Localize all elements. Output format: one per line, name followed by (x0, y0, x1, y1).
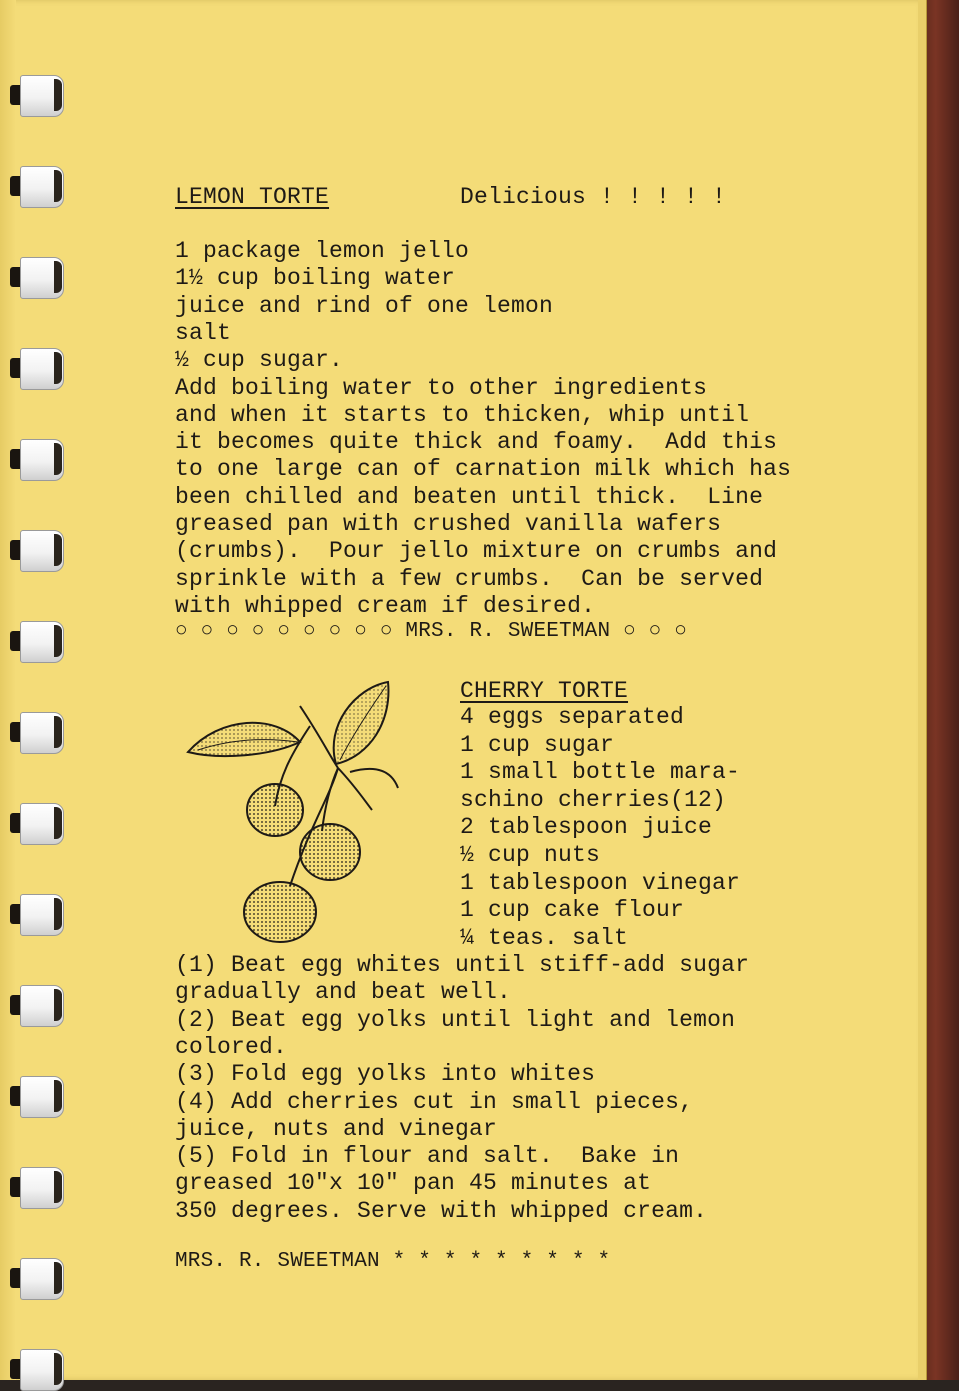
ring-shadow (54, 1171, 62, 1203)
binding-ring (10, 1258, 62, 1298)
cherry-torte-signature: MRS. R. SWEETMAN * * * * * * * * * (175, 1250, 611, 1273)
cherry-torte-ingredient: ¼ teas. salt (460, 924, 629, 951)
lemon-torte-line: salt (175, 319, 232, 346)
lemon-torte-line: (crumbs). Pour jello mixture on crumbs and (175, 538, 778, 565)
cherry-torte-ingredient: 1 tablespoon vinegar (460, 869, 741, 896)
lemon-torte-line: 1½ cup boiling water (175, 265, 456, 292)
lemon-torte-signature: ○ ○ ○ ○ ○ ○ ○ ○ ○ MRS. R. SWEETMAN ○ ○ ○ (175, 620, 688, 643)
binding-ring (10, 1167, 62, 1207)
cherry-torte-ingredient: 4 eggs separated (460, 704, 685, 730)
lemon-torte-line: greased pan with crushed vanilla wafers (175, 511, 722, 537)
cherry-torte-step: (3) Fold egg yolks into whites (175, 1061, 596, 1088)
cherry-torte-step: colored. (175, 1033, 288, 1060)
lemon-torte-line: sprinkle with a few crumbs. Can be served (175, 565, 764, 592)
ring-shadow (54, 79, 62, 111)
ring-shadow (54, 1353, 62, 1385)
binding-ring (10, 803, 62, 843)
cherry-torte-step: greased 10"x 10" pan 45 minutes at (175, 1170, 652, 1197)
cherry-torte-ingredient: schino cherries(12) (460, 786, 727, 813)
cherry-torte-step: (5) Fold in flour and salt. Bake in (175, 1143, 680, 1170)
binding-ring (10, 894, 62, 934)
ring-shadow (54, 625, 62, 657)
binding-ring (10, 985, 62, 1025)
lemon-torte-line: Add boiling water to other ingredients (175, 374, 708, 401)
cherry-torte-ingredient: ½ cup nuts (460, 842, 601, 868)
lemon-torte-line: with whipped cream if desired. (175, 592, 596, 619)
cherry-torte-step: (1) Beat egg whites until stiff-add sugar (175, 952, 750, 978)
cherry-torte-step: 350 degrees. Serve with whipped cream. (175, 1197, 708, 1224)
cherry-torte-step: gradually and beat well. (175, 979, 512, 1006)
cherry-torte-ingredient: 1 small bottle mara- (460, 759, 741, 786)
ring-shadow (54, 1080, 62, 1112)
ring-shadow (54, 807, 62, 839)
lemon-torte-tagline: Delicious ! ! ! ! ! (460, 184, 727, 210)
lemon-torte-line: 1 package lemon jello (175, 238, 470, 264)
ring-shadow (54, 716, 62, 748)
cherry-torte-ingredient: 1 cup cake flour (460, 897, 685, 924)
lemon-torte-title: LEMON TORTE (175, 184, 330, 210)
binding-ring (10, 166, 62, 206)
ring-shadow (54, 989, 62, 1021)
cherry-branch-illustration (180, 676, 400, 946)
ring-shadow (54, 170, 62, 202)
ring-shadow (54, 1262, 62, 1294)
ring-shadow (54, 352, 62, 384)
binding-ring (10, 257, 62, 297)
page-edge (918, 0, 927, 1380)
cherry-torte-step: juice, nuts and vinegar (175, 1115, 498, 1142)
lemon-torte-line: juice and rind of one lemon (175, 292, 554, 319)
binding-ring (10, 75, 62, 115)
cherry-torte-ingredient: 1 cup sugar (460, 731, 615, 758)
ring-shadow (54, 534, 62, 566)
lemon-torte-line: to one large can of carnation milk which has (175, 456, 792, 483)
lemon-torte-line: ½ cup sugar. (175, 347, 344, 374)
cherry-torte-title: CHERRY TORTE (460, 678, 629, 704)
binding-ring (10, 621, 62, 661)
binding-ring (10, 712, 62, 752)
cherry-torte-step: (4) Add cherries cut in small pieces, (175, 1088, 694, 1115)
ring-shadow (54, 898, 62, 930)
binding-ring (10, 439, 62, 479)
binding-ring (10, 1349, 62, 1389)
binding-ring (10, 1076, 62, 1116)
lemon-torte-line: and when it starts to thicken, whip until (175, 401, 750, 428)
cherry-torte-ingredient: 2 tablespoon juice (460, 814, 713, 841)
ring-shadow (54, 261, 62, 293)
lemon-torte-line: it becomes quite thick and foamy. Add this (175, 429, 778, 456)
cherry-torte-step: (2) Beat egg yolks until light and lemon (175, 1006, 736, 1033)
binding-ring (10, 348, 62, 388)
binding-ring (10, 530, 62, 570)
ring-shadow (54, 443, 62, 475)
lemon-torte-line: been chilled and beaten until thick. Line (175, 483, 764, 510)
